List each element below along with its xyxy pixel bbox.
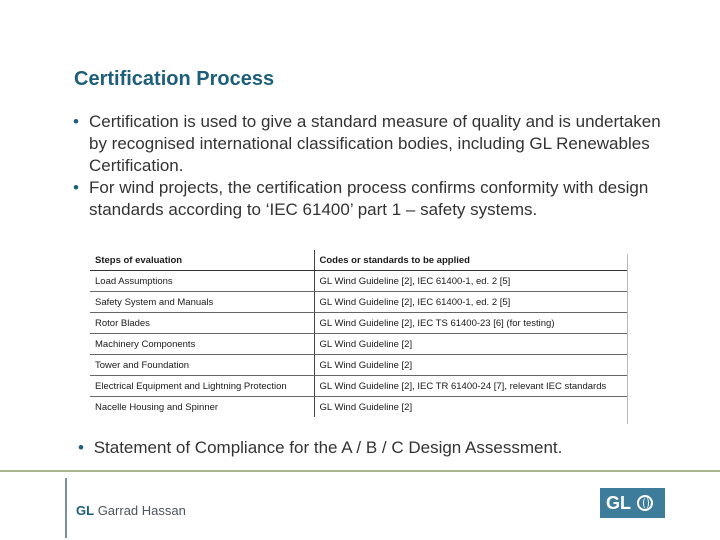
bullet-dot: • — [78, 438, 84, 457]
brand-name: Garrad Hassan — [97, 503, 186, 518]
table-cell: GL Wind Guideline [2], IEC TS 61400-23 [6] (for testing) — [314, 313, 628, 334]
table-cell: GL Wind Guideline [2], IEC 61400-1, ed. 2 [5] — [314, 271, 628, 292]
table-cell: GL Wind Guideline [2], IEC TR 61400-24 [7], relevant IEC standards — [314, 376, 628, 397]
bullet-text: For wind projects, the certification process confirms conformity with design standards according to ‘IEC 61400’ part 1 – safety systems. — [89, 178, 649, 219]
table-row — [90, 397, 628, 418]
table-cell: GL Wind Guideline [2] — [314, 355, 628, 376]
table-cell: GL Wind Guideline [2], IEC 61400-1, ed. 2 [5] — [314, 292, 628, 313]
footer-brand — [76, 503, 186, 518]
bullet-list — [73, 111, 673, 221]
gl-logo — [600, 488, 665, 518]
logo-text: GL — [606, 492, 631, 513]
table-header-row — [90, 250, 628, 271]
table-cell: Safety System and Manuals — [90, 292, 314, 313]
table-row — [90, 376, 628, 397]
bullet-item — [73, 177, 673, 221]
table-row — [90, 271, 628, 292]
slide-title: Certification Process — [74, 68, 275, 90]
brand-gl: GL — [76, 503, 95, 518]
bullet-dot: • — [73, 178, 79, 197]
table-cell: Tower and Foundation — [90, 355, 314, 376]
bullet-dot: • — [73, 112, 79, 131]
table-cell: Load Assumptions — [90, 271, 314, 292]
table-row — [90, 292, 628, 313]
bottom-bullet — [78, 438, 562, 458]
table-row — [90, 334, 628, 355]
table-cell: Rotor Blades — [90, 313, 314, 334]
footer-divider — [0, 470, 720, 472]
bullet-text: Certification is used to give a standard measure of quality and is undertaken by recognised international classification bodies, including GL Renewables Certification. — [89, 112, 661, 175]
table-cell: GL Wind Guideline [2] — [319, 401, 413, 413]
table-header-cell: Codes or standards to be applied — [314, 250, 628, 271]
table-cell: Machinery Components — [90, 334, 314, 355]
footer-accent-bar — [65, 478, 67, 538]
evaluation-table — [90, 250, 628, 426]
bullet-item — [73, 111, 673, 177]
table-row — [90, 313, 628, 334]
table-row — [90, 355, 628, 376]
table-right-border — [627, 254, 628, 424]
globe-icon — [637, 495, 653, 511]
table-cell: Nacelle Housing and Spinner — [90, 397, 314, 418]
table-header-cell: Steps of evaluation — [90, 250, 314, 271]
table-cell: Electrical Equipment and Lightning Protection — [90, 376, 314, 397]
bullet-text: Statement of Compliance for the A / B / C Design Assessment. — [93, 438, 563, 457]
table-cell: GL Wind Guideline [2] — [314, 334, 628, 355]
